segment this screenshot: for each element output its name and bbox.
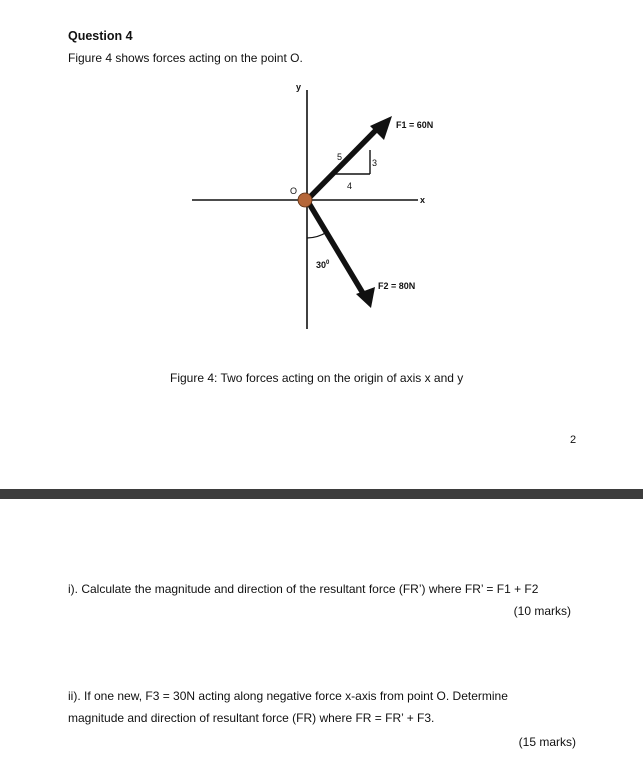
f2-label: F2 = 80N bbox=[378, 281, 416, 291]
figure-caption: Figure 4: Two forces acting on the origin of axis x and y bbox=[170, 371, 464, 385]
x-axis-label: x bbox=[420, 195, 426, 205]
angle-label bbox=[316, 260, 330, 270]
triangle-horizontal-label: 4 bbox=[347, 181, 353, 191]
angle-degree-mark: 0 bbox=[326, 260, 330, 266]
question-title: Question 4 bbox=[68, 29, 133, 43]
part-2-text-line-2: magnitude and direction of resultant force (FR) where FR = FR’ + F3. bbox=[68, 711, 435, 725]
question-intro: Figure 4 shows forces acting on the point O. bbox=[68, 51, 303, 65]
origin-label: O bbox=[290, 186, 298, 196]
f2-arrow-shaft bbox=[307, 200, 364, 295]
page-divider bbox=[0, 489, 643, 499]
part-1-marks: (10 marks) bbox=[513, 604, 571, 618]
part-2-text-line-1: ii). If one new, F3 = 30N acting along negative force x-axis from point O. Determine bbox=[68, 689, 508, 703]
f1-label: F1 = 60N bbox=[396, 120, 434, 130]
page-number: 2 bbox=[570, 434, 577, 446]
origin-point bbox=[298, 193, 312, 207]
part-1-text: i). Calculate the magnitude and direction of the resultant force (FR’) where FR’ = F1 + F2 bbox=[68, 582, 539, 596]
y-axis-label: y bbox=[296, 82, 302, 92]
part-2-marks: (15 marks) bbox=[518, 735, 576, 749]
triangle-vertical-label: 3 bbox=[372, 158, 378, 168]
angle-value: 30 bbox=[316, 260, 327, 270]
triangle-hyp-label: 5 bbox=[337, 152, 343, 162]
f1-arrow-shaft bbox=[307, 126, 380, 200]
